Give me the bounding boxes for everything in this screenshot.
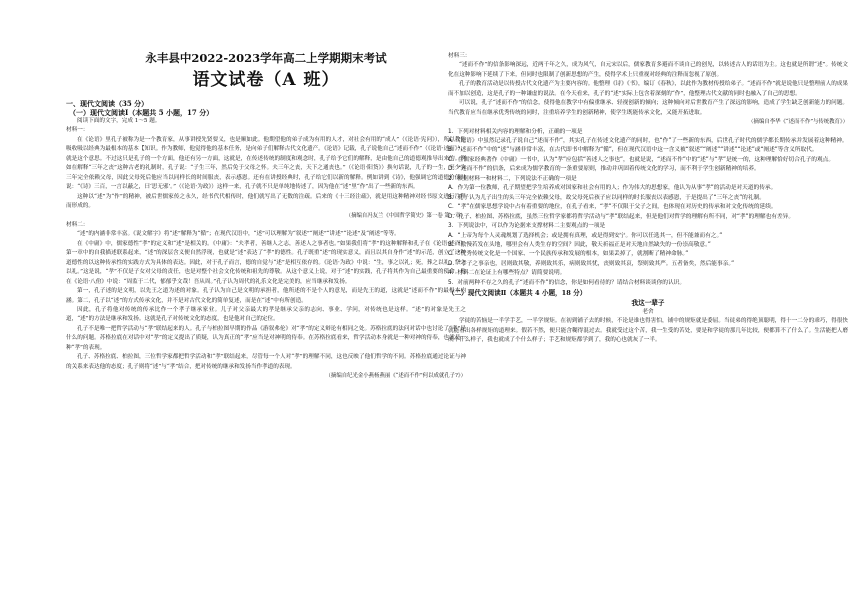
paragraph: 可以说，孔子“述而不作”的信念，使得他在教学中有偏重继承、轻视创新的倾向；这种倾向对后世教育产生了深远的影响，造成了学生缺乏创新能力的问题。当代教育应当在继承优秀传统的同时，注重培养学生的创新精神，使学生既能传承文化，又能开拓进取。 [448,100,848,116]
paragraph: 因此，孔子将他对传统的传承比作一个孝子继承家业。儿子对父亲最大的孝是继承父亲的志向、事业、学问，对传统也是这样。“述”的对象是先王之道，“述”的方法是继承和发扬。这就是孔子对传统文化的态度，也是他对自己的定位。 [66,307,466,323]
exam-title: 永丰县中2022-2023学年高二上学期期末考试 [145,51,387,65]
option: D．“述而不作”的信条，后来成为儒学教育的一条重要原则，推动并巩固着传统文化的学习，而不利于学生创新精神的培养。 [448,166,760,173]
instruction: 阅读下面的文字，完成 1～5 题。 [77,118,161,124]
paragraph: 在《中庸》中，儒家德性“孝”的定义和“述”是相关的。《中庸》：“夫孝者，善继人之志，善述人之事者也。”如果我们将“孝”的这种解释和孔子在《论语·述而》第一章中的自我描述联系起来，“述”的深层含义便自然浮现，也就是“述”表达了“孝”的德性。孔子既重“述”的现实意义，而且以其自身作“述”的示范，创立了这种道德性的以这种传承性的实践方式为具体的表达。因此，对于孔子而言，德的自觉与“述”是相互依存的。《论语·为政》中说：“生，事之以礼；死，葬之以礼，祭之以礼。”这是说，“孝”不仅是子女对父母的责任，也是对整个社会文化传统和祖先的尊敬。从这个意义上说，对于“述”的实践，孔子将其作为自己最重要的使命。他在《论语·八佾》中说：“周监于二代，郁郁乎文哉！吾从周。”孔子认为周代的礼乐文化是完美的，应当继承和发扬。 [66,240,466,285]
source-note: （摘编自纪光金小燕杨燕丽《“述而不作”何以成就孔子?》） [325,373,466,380]
paragraph: 学徒的苦恼是一半学手艺，一半学规矩。在初到铺子去的时候，不论是谁也得害怕，铺中的规矩就是委屈。当徒弟的得绝顶聪明，得十一二分的乖巧，得很快就能看出各样规矩的道理来。假若不然，便只能含糊得混过去。我就受过这个苦，我一生受的苦处，要是和学徒的那几年比较，便都算不了什么了。生活能把人磨成个什么样子，我也就成了个什么样子；手艺和规矩都学到了，我的心也就灰了一半。 [448,318,848,344]
option: A．《论语》中虽然记录孔子说自己“述而不作”，其实孔子在传述文化遗产的同时，也“作”了一些新的东西，后世孔子时代的儒学都长期传承并发展着这种精神。 [448,138,848,145]
section-heading: 一、现代文阅读（35 分） [66,99,149,108]
paragraph: 第一，孔子述的是文明，以先王之道为述的对象。孔子认为自己是文明的承担者，他所述的不是个人的意见，而是先王的道，这就是“述而不作”的最根本内涵。第二，孔子以“述”的方式传承文化，并不是对古代文化的简单复述，而是在“述”中有所创造。 [66,288,466,304]
option: D．“孝子之事亲也，居则致其敬，养则致其乐，病则致其忧，丧则致其哀，祭则致其严。五者备矣，然后能事亲。” [448,260,735,267]
source-note: （摘编自李华《“述而不作”与传统教育》） [748,119,848,126]
subsection-heading: （一）现代文阅读Ⅰ（本题共 5 小题，17 分） [69,108,214,117]
questions [448,128,848,289]
subsection-heading: （二）现代文阅读Ⅱ（本题共 4 小题，18 分） [448,289,587,298]
source-note: （摘编自冯友兰《中国哲学简史》第一卷 第一章） [345,212,466,219]
question-3: 3．下列说法中，可以作为论据来支撑材料二主要观点的一项是 [448,223,606,230]
paragraph: “述”的内涵非常丰富。《说文解字》将“述”解释为“循”；在现代汉语中，“述”可以理解为“叙述”“阐述”“讲述”“论述”及“阐述”等等。 [77,231,400,238]
option: B．孔子认为儿子出生的头三年完全依赖父母，故父母死后孩子应以同样的时长服丧以表感恩，于是提出了“三年之丧”的礼制。 [448,194,765,201]
option: C．“孝”在儒家思想学说中占有着重要的地位，在孔子看来，“孝”不仅限于父子之间，也体现在对历史的传承和对文化传统的延续。 [448,204,777,211]
left-column [66,0,466,382]
story-author: 老舍 [642,309,654,316]
option: A．“上帝为每个人灵魂规划了选择机会；或是拥有真理，或是得到安宁。你可以任选其一，但不能兼而有之。” [448,232,723,239]
question-2: 2．根据材料一和材料二，下列说法不正确的一项是 [448,175,577,182]
question-1: 1．下列对材料相关内容的理解和分析，正确的一项是 [448,128,583,135]
paragraph: 孔子不是唯一把哲学活动与“孝”联结起来的人。孔子与柏拉图早期的作品《游叙弗伦》对“孝”的定义辩论有相同之处。苏格拉底的法问对话中也讨论了“孝”是什么的问题。苏格拉底在对话中对“孝”的定义提出了质疑，认为真正的“孝”应当是对神明的侍奉。在苏格拉底看来，哲学活动本身就是一种对神的侍奉，也就是一种“孝”的表现。 [66,325,466,351]
question-5: 5．对前两种不存之久的孔子“述而不作”的信念，你是如何看待的？请结合材料谈谈你的认识。 [448,279,686,286]
material-label: 材料三： [448,53,471,59]
paragraph: 在《论语》里孔子被称为是一个教育家，从事讲授先贤要义，也是顺如此。他期望他的弟子成为有用的人才，对社会有用的“成人”（《论语·宪问》），所以教他吸收吸以经典为最根本的基本【知识。作为教师，他觉得他的基本任务，是向弟子们解释古代文化遗产。《论语》记载，孔子说他自己“述而不作”（《论语·述而》），就是这个意思。不过这只是孔子的一个方面，他还有另一方面，这就是，在传述传统的制度和观念时，孔子给予它们的解释，是由他自己的道德观推导出来的。例如在解释“三年之丧”这种古老的礼制时，孔子说：“子生三年，然后免于父母之怀。夫三年之丧，天下之通丧也。”（《论语·阳货》）换句话说，儿子的一生，至少头三年完全依赖父母，因此父母死后他应当以同样长的时间服丧，表示感恩。还有在讲授经典时，孔子给它们以新的解释。例如讲到《诗》，他强调它的道德价值时说：“《诗》三百，一言以蔽之，曰‘思无邪’。”（《论语·为政》）这样一来，孔子就不只是单纯地传述了，因为他在“述”里“作”出了一些新的东西。 [66,136,466,191]
binding-margin [0,0,20,608]
option: A．作为第一位教师，孔子期望把学生培养成对国家和社会有用的人；作为伟大的思想家，他认为从事“孝”的活动是对天道的传承。 [448,185,777,192]
story-title: 我这一辈子 [631,299,665,308]
paper-title: 语文试卷（A 班） [192,70,340,90]
paragraph: 这种以“述”为“作”的精神，被后世儒家传之永久，经书代代相传时，他们就写出了无数的注疏。后来的《十三经注疏》，就是用这种精神对经书原文进行注释而形成的。 [66,193,466,210]
right-column [448,0,848,346]
option: B．“傲慢若发在头地，哪里会有人类生存的空间？因此，敬天祈福正是对天地自然缺失的一份崇高敬意。” [448,242,711,249]
material-label: 材料一： [66,127,89,134]
option: B．“述而不作”中的“述”与涵非常丰富，在古代即书中解释为“循”，但在现代汉语中这一含义被“叙述”“阐述”“讲述”“论述”或“阐述”等含义所取代。 [448,147,818,154]
option: C．在儒家经典著作《中庸》一书中，认为“孝”应包括“善述人之事也”，也就是说，“述而不作”中的“述”与“孝”是统一的，这种理解恰好切合孔子的观点。 [448,156,835,163]
question-4: 4．材料二在论证上有哪些特点？请简要说明。 [448,270,566,277]
paragraph: “述而不作”的信条影响深远，近两千年之久，成为风气，自元宋以后，儒家教育多避而不谈自己的创见，以转述古人的话语为主。这也就是所谓“述”。传统文化在这种影响下延续了下来，但同时也限制了创新思想的产生，使得学术上只重视对经典的注释而忽视了原创。 [448,62,848,78]
paragraph: 孔子的教育活动是以传授古代文化遗产为主要内容的。他整理《诗》《书》，编订《春秋》，以此作为教材传授给弟子。“述而不作”就是说他只是整理前人的成果而不加以创造，这是孔子的一种谦虚的说法。在今天看来，孔子的“述”实际上包含着深刻的“作”，他整理古代文献的同时也融入了自己的思想。 [448,81,848,97]
paragraph: 孔子、苏格拉底、柏拉图，三位哲学家都把哲学活动和“孝”联结起来，尽管每一个人对“孝”的理解不同，这也反映了他们哲学的不同。苏格拉底通过论证与神的关系来表达他的态度；孔子则将“述”与“孝”结合，把对传统的继承和发扬当作孝道的表现。 [66,354,466,370]
option: C．“优秀传统文化是一个国家、一个民族传承和发展的根本，如果丢掉了，就割断了精神命脉。” [448,251,689,258]
option: D．孔子、柏拉图、苏格拉底，虽然三位哲学家都将哲学活动与“孝”联结起来，但是他们对哲学的理解有所不同，对“孝”的理解也有差异。 [448,213,795,220]
material-label: 材料二： [66,221,89,228]
